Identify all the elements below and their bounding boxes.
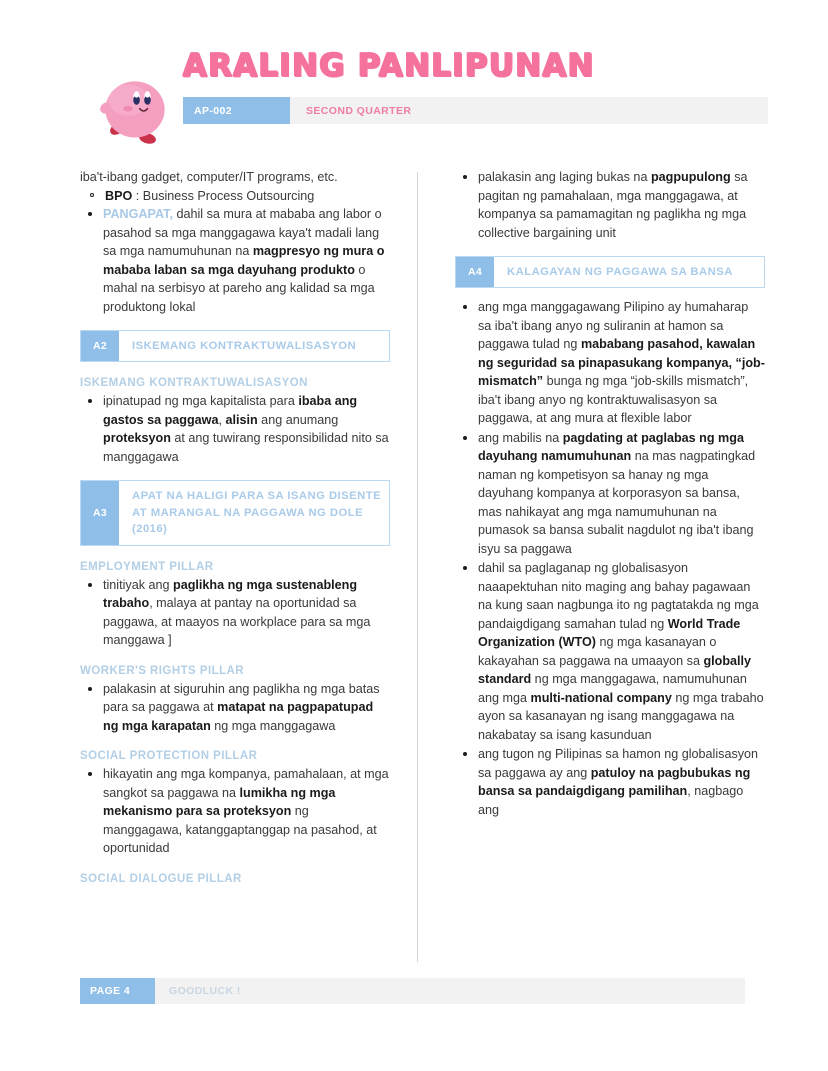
section-code-a4: A4 (456, 257, 494, 287)
a2-text-1: ipinatupad ng mga kapitalista para (103, 394, 299, 409)
sub-heading-employment-pillar: EMPLOYMENT PILLAR (80, 560, 214, 573)
right-column (455, 168, 765, 820)
course-code-badge: AP-002 (183, 97, 290, 124)
a4-3-bold-3: multi-national company (530, 690, 672, 705)
section-code-a2: A2 (81, 331, 119, 361)
employment-text-2: , malaya at pantay na oportunidad sa paggawa, at maayos na workplace para sa mga manggawa ] (103, 596, 371, 647)
a4-1-bold-1: mababang pasahod, kawalan ng seguridad sa pinapasukang kompanya, “job-mismatch” (478, 337, 765, 389)
section-title-a3: APAT NA HALIGI PARA SA ISANG DISENTE AT MARANGAL NA PAGGAWA NG DOLE (2016) (132, 490, 382, 536)
list-item-workers-rights-pillar (80, 680, 390, 736)
a4-4-text-1: ang tugon ng Pilipinas sa hamon ng globalisasyon sa paggawa ay ang (478, 747, 759, 780)
a2-text-4: at ang tuwirang responsibilidad nito sa manggagawa (103, 431, 389, 464)
page-title: ARALING PANLIPUNAN (183, 48, 595, 84)
list-item-carryover (455, 168, 765, 242)
left-column (80, 168, 390, 888)
pangapat-text-2: o mahal na serbisyo at pareho ang kalidad sa mga produktong lokal (103, 262, 375, 314)
list-item-pangapat (80, 205, 390, 316)
list-item-a2 (80, 392, 390, 466)
social-protection-text-2: ng manggagawa, katanggaptanggap na pasahod, at oportunidad (103, 804, 377, 855)
pangapat-bold-1: magpresyo ng mura o mababa laban sa mga dayuhang produkto (103, 244, 385, 277)
employment-text-1: tinitiyak ang (103, 577, 174, 592)
list-item-a4-3 (455, 559, 765, 744)
sub-heading-iskemang: ISKEMANG KONTRAKTUWALISASYON (80, 377, 308, 390)
sub-heading-social-protection-pillar: SOCIAL PROTECTION PILLAR (80, 750, 258, 762)
document-meta-bar (183, 97, 768, 124)
social-protection-text-1: hikayatin ang mga kompanya, pamahalaan, at mga sangkot sa paggawa na (103, 767, 389, 800)
a2-text-2: , (218, 412, 226, 427)
list-item-a4-2 (455, 429, 765, 559)
a4-4-text-2: , nagbago ang (478, 784, 744, 817)
a4-2-bold-1: pagdating at paglabas ng mga dayuhang namumuhunan (478, 430, 744, 464)
a4-3-bold-2: globally standard (478, 653, 752, 687)
list-item-a4-4 (455, 745, 765, 819)
a4-3-text-4: ng mga trabaho ayon sa kasanayan ng isang manggagawa na nakabatay sa isang kasunduan (478, 690, 764, 742)
carryover-text-1: palakasin ang laging bukas na (478, 170, 651, 184)
a2-text-3: ang anumang (257, 412, 339, 427)
quarter-label: SECOND QUARTER (306, 104, 412, 117)
page-header (0, 0, 828, 130)
pangapat-text-1: dahil sa mura at mababa ang labor o pasahod sa mga manggagawa kaya't madali lang sa mga namumuhunan na (103, 207, 382, 258)
sub-heading-social-dialogue-pillar: SOCIAL DIALOGUE PILLAR (80, 872, 242, 885)
a4-1-text-2: bunga ng mga “job-skills mismatch”, iba't ibang anyo ng kontraktuwalisasyon sa paggawa, at ang mura at flexible labor (478, 374, 749, 426)
section-title-a4: KALAGAYAN NG PAGGAWA SA BANSA (507, 266, 733, 278)
bpo-sub-list (80, 187, 390, 206)
workers-rights-text-2: ng mga manggagawa (210, 718, 336, 733)
continued-paragraph: iba't-ibang gadget, computer/IT programs, etc. (80, 170, 338, 184)
a2-bullet-list (80, 392, 390, 466)
pangapat-list (80, 205, 390, 316)
a4-3-text-2: ng mga kasanayan o kakayahan sa paggawa na umaayon sa (478, 635, 717, 668)
carryover-bold-1: pagpupulong (650, 170, 731, 184)
employment-pillar-list (80, 576, 390, 650)
a4-4-bold-1: patuloy na pagbubukas ng bansa sa pandaigdigang pamilihan (478, 765, 751, 799)
social-protection-pillar-list (80, 765, 390, 858)
sub-heading-workers-rights-pillar: WORKER'S RIGHTS PILLAR (80, 664, 245, 677)
workers-rights-bold-1: matapat na pagpapatupad ng mga karapatan (103, 700, 374, 733)
bpo-definition: : Business Process Outsourcing (132, 188, 315, 203)
social-protection-bold-1: lumikha ng mga mekanismo para sa proteksyon (103, 785, 336, 818)
a4-2-text-1: ang mabilis na (478, 430, 563, 445)
list-item-employment-pillar (80, 576, 390, 650)
list-item-a4-1 (455, 298, 765, 428)
page-number-badge: PAGE 4 (80, 978, 155, 1004)
bpo-term: BPO (105, 188, 133, 203)
list-item-bpo (80, 187, 390, 206)
a2-bold-2: alisin (225, 412, 258, 427)
a4-2-text-2: na mas nagpatingkad naman ng kompetisyon sa hanay ng mga dayuhang kompanya at korporasyon sa bansa, mas nahikayat ang mga namumuhunan na pumasok sa bansa subalit nagdulot ng iba't ibang isyu sa paggawa (478, 449, 756, 556)
a4-1-text-1: ang mga manggagawang Pilipino ay humaharap sa iba't ibang anyo ng suliranin at hamon sa paggawa tulad ng (478, 300, 749, 352)
employment-bold-1: paglikha ng mga sustenableng trabaho (103, 577, 358, 610)
a2-bold-1: ibaba ang gastos sa paggawa (103, 394, 358, 427)
section-banner-a2[interactable] (80, 330, 390, 362)
page-content (0, 168, 828, 963)
footer-note: GOODLUCK ! (169, 985, 241, 997)
section-title-a2: ISKEMANG KONTRAKTUWALISASYON (132, 340, 357, 352)
a4-3-text-1: dahil sa paglaganap ng globalisasyon naaapektuhan nito maging ang bahay pagawaan na kung saan nagbunga ito ng pagtatakda ng mga pandaigdigang samahan tulad ng (478, 561, 759, 631)
carryover-bullet-list (455, 168, 765, 242)
kirby-mascot-icon (96, 72, 174, 150)
section-banner-a4[interactable] (455, 256, 765, 288)
column-divider (417, 172, 418, 962)
pangapat-label: PANGAPAT, (103, 207, 173, 221)
a4-bullet-list (455, 298, 765, 819)
section-banner-a3[interactable] (80, 480, 390, 545)
a2-bold-3: proteksyon (103, 431, 171, 446)
page-footer (80, 978, 745, 1004)
workers-rights-pillar-list (80, 680, 390, 736)
list-item-social-protection-pillar (80, 765, 390, 858)
section-code-a3: A3 (81, 481, 119, 544)
workers-rights-text-1: palakasin at siguruhin ang paglikha ng mga batas para sa paggawa at (103, 681, 380, 714)
a4-3-text-3: ng mga manggagawa, namumuhunan ang mga (478, 672, 747, 705)
a4-3-bold-1: World Trade Organization (WTO) (478, 616, 741, 650)
carryover-text-2: sa pagitan ng pamahalaan, mga manggagawa, at kompanya sa pamamagitan ng paglikha ng mga collective bargaining unit (478, 170, 748, 240)
